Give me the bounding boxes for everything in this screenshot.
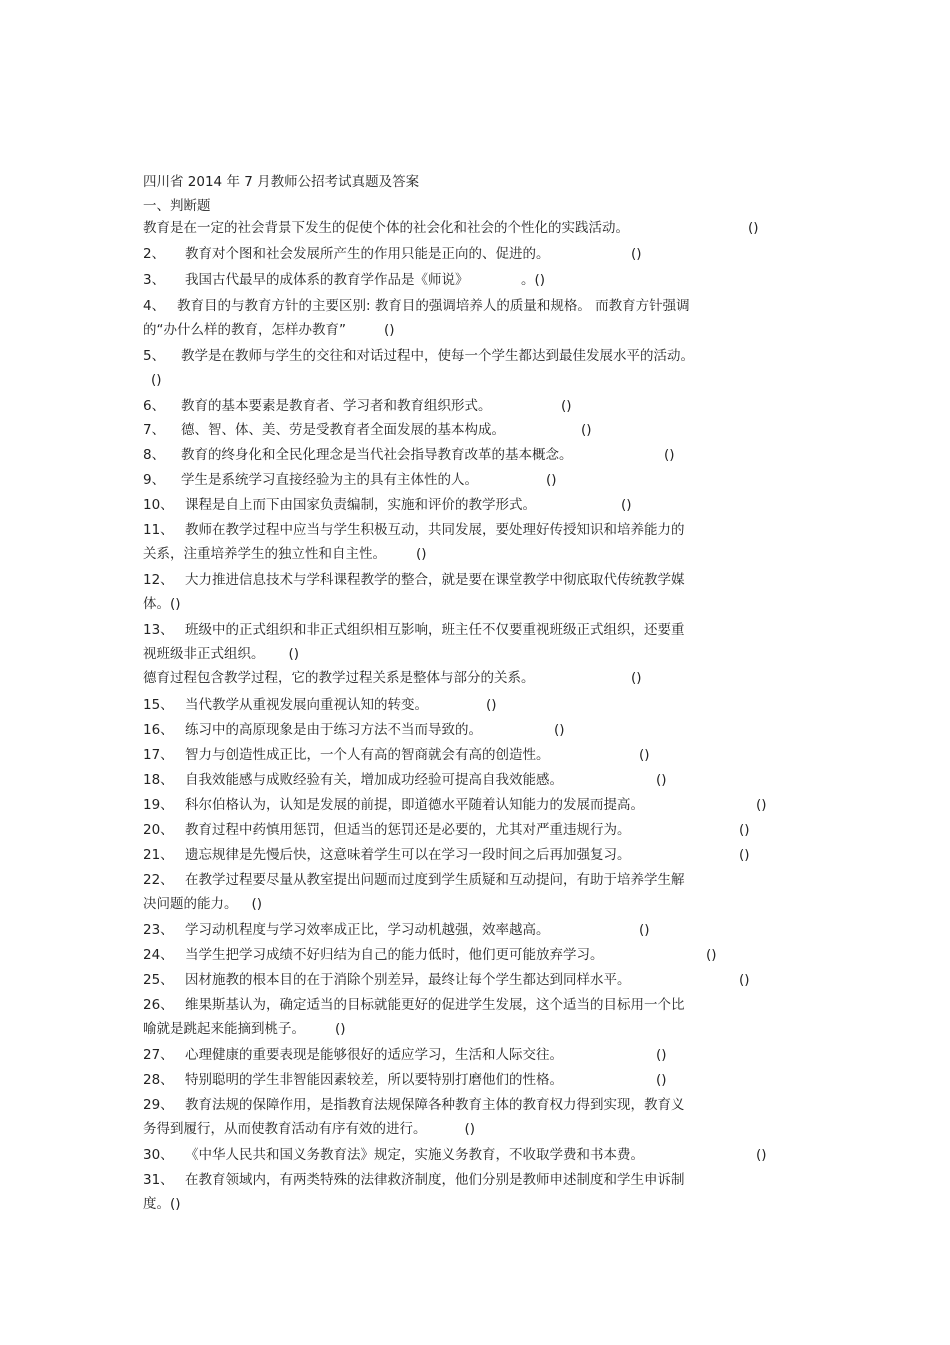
question-21: 21、 遗忘规律是先慢后快，这意味着学生可以在学习一段时间之后再加强复习。 () [143,843,803,867]
question-9: 9、 学生是系统学习直接经验为主的具有主体性的人。 () [143,468,803,492]
answer-blank: () [561,398,572,414]
answer-blank: () [656,1047,667,1063]
question-14: 德育过程包含教学过程，它的教学过程关系是整体与部分的关系。 () [143,666,803,690]
question-28: 28、 特别聪明的学生非智能因素较差，所以要特别打磨他们的性格。 () [143,1068,803,1092]
question-15: 15、 当代教学从重视发展向重视认知的转变。 () [143,693,803,717]
question-20: 20、 教育过程中药慎用惩罚，但适当的惩罚还是必要的，尤其对严重违规行为。 () [143,818,803,842]
answer-blank: () [748,220,759,236]
answer-blank: () [631,670,642,686]
question-24: 24、 当学生把学习成绩不好归结为自己的能力低时，他们更可能放弃学习。 () [143,943,803,967]
question-22: 22、 在教学过程要尽量从教室提出问题而过度到学生质疑和互动提问，有助于培养学生解 决问题的能力。 () [143,872,685,912]
answer-blank: () [639,747,650,763]
question-4: 4、 教育目的与教育方针的主要区别: 教育目的强调培养人的质量和规格。 而教育方针强调 的“办什么样的教育，怎样办教育” () [143,298,690,338]
answer-blank: () [756,797,767,813]
answer-blank: () [664,447,675,463]
question-11: 11、 教师在教学过程中应当与学生积极互动，共同发展，要处理好传授知识和培养能力的 关系，注重培养学生的独立性和自主性。 () [143,522,685,562]
answer-blank: () [581,422,592,438]
answer-blank: () [621,497,632,513]
answer-blank: () [656,1072,667,1088]
question-25: 25、 因材施教的根本目的在于消除个别差异，最终让每个学生都达到同样水平。 () [143,968,803,992]
question-3: 3、 我国古代最早的成体系的教育学作品是《师说》 。() [143,268,803,292]
answer-blank: () [739,972,750,988]
answer-blank: () [756,1147,767,1163]
answer-blank: () [554,722,565,738]
question-2: 2、 教育对个图和社会发展所产生的作用只能是正向的、促进的。 () [143,242,803,266]
question-31: 31、 在教育领域内，有两类特殊的法律救济制度，他们分别是教师申述制度和学生申诉制 度。() [143,1172,685,1212]
question-26: 26、 维果斯基认为，确定适当的目标就能更好的促进学生发展，这个适当的目标用一个比 喻就是跳起来能摘到桃子。 () [143,997,685,1037]
answer-blank: () [639,922,650,938]
question-7: 7、 德、智、体、美、劳是受教育者全面发展的基本构成。 () [143,418,803,442]
answer-blank: () [251,896,263,912]
question-17: 17、 智力与创造性成正比，一个人有高的智商就会有高的创造性。 () [143,743,803,767]
answer-blank: 。() [521,272,546,288]
answer-blank: () [546,472,557,488]
question-16: 16、 练习中的高原现象是由于练习方法不当而导致的。 () [143,718,803,742]
question-27: 27、 心理健康的重要表现是能够很好的适应学习，生活和人际交往。 () [143,1043,803,1067]
question-29: 29、 教育法规的保障作用，是指教育法规保障各种教育主体的教育权力得到实现，教育义 务得到履行，从而使教育活动有序有效的进行。 () [143,1097,685,1137]
answer-blank: () [739,847,750,863]
question-6: 6、 教育的基本要素是教育者、学习者和教育组织形式。 () [143,394,803,418]
answer-blank: () [739,822,750,838]
answer-blank: () [656,772,667,788]
question-8: 8、 教育的终身化和全民化理念是当代社会指导教育改革的基本概念。 () [143,443,803,467]
question-23: 23、 学习动机程度与学习效率成正比，学习动机越强，效率越高。 () [143,918,803,942]
question-13: 13、 班级中的正式组织和非正式组织相互影响，班主任不仅要重视班级正式组织，还要重 视班级非正式组织。 () [143,622,685,662]
question-5: 5、 教学是在教师与学生的交往和对话过程中，使每一个学生都达到最佳发展水平的活动。 () [143,348,694,388]
answer-blank: () [335,1021,346,1037]
answer-blank: () [631,246,642,262]
question-12: 12、 大力推进信息技术与学科课程教学的整合，就是要在课堂教学中彻底取代传统教学媒 体。() [143,572,685,612]
document-title: 四川省 2014 年 7 月教师公招考试真题及答案 [143,174,420,190]
answer-blank: () [486,697,497,713]
answer-blank: () [464,1121,476,1137]
question-19: 19、 科尔伯格认为，认知是发展的前提，即道德水平随着认知能力的发展而提高。 () [143,793,803,817]
answer-blank: () [706,947,717,963]
question-10: 10、 课程是自上而下由国家负责编制，实施和评价的教学形式。 () [143,493,803,517]
question-1: 教育是在一定的社会背景下发生的促使个体的社会化和社会的个性化的实践活动。 () [143,216,803,240]
question-18: 18、 自我效能感与成败经验有关，增加成功经验可提高自我效能感。 () [143,768,803,792]
answer-blank: () [416,546,427,562]
answer-blank: () [384,322,395,338]
answer-blank: () [151,372,162,388]
answer-blank: () [288,646,300,662]
section-heading: 一、判断题 [143,198,211,214]
question-30: 30、 《中华人民共和国义务教育法》规定，实施义务教育，不收取学费和书本费。 () [143,1143,803,1167]
